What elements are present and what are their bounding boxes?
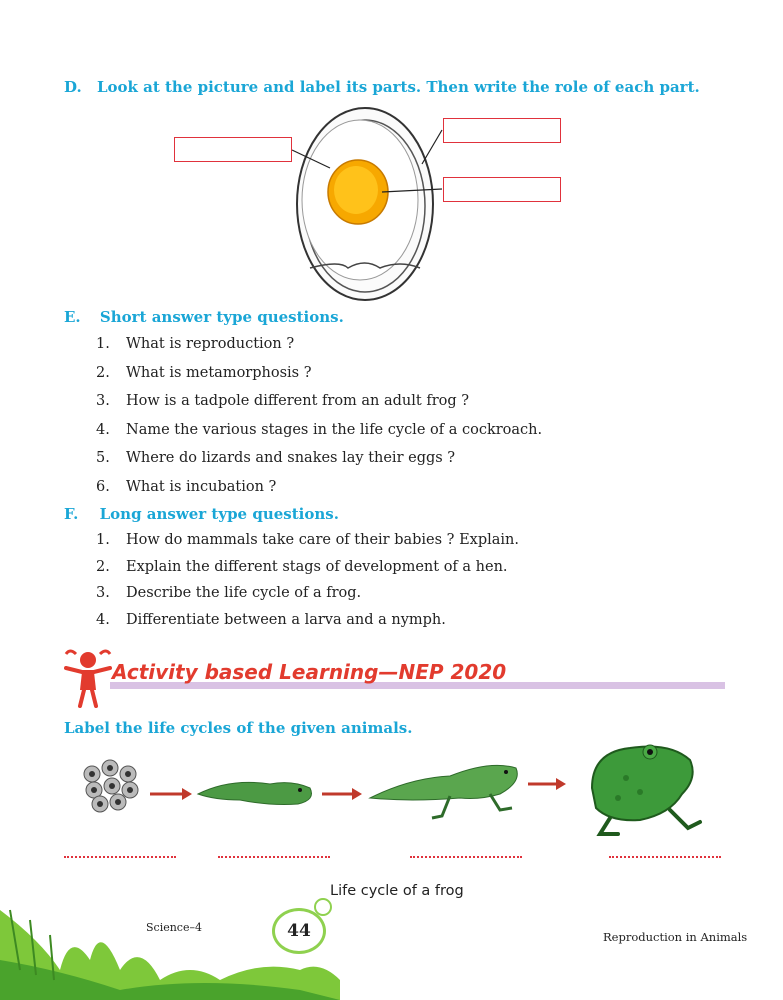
item-text: How is a tadpole different from an adult frog ? — [126, 393, 470, 409]
page-number-badge: 44 — [272, 908, 326, 954]
footer-chapter: Reproduction in Animals — [603, 930, 748, 944]
item-text: Explain the different stags of development of a hen. — [126, 558, 508, 575]
froglet — [370, 765, 517, 818]
item-text: What is reproduction ? — [126, 336, 295, 352]
adult-frog — [592, 745, 700, 834]
list-item — [96, 585, 519, 612]
kid-icon — [62, 646, 114, 708]
long-answer-list — [96, 532, 519, 638]
section-e-letter: E. — [64, 308, 81, 326]
item-number: 1. — [96, 532, 110, 548]
list-item — [96, 450, 542, 479]
label-box-yolk[interactable] — [443, 177, 561, 202]
list-item — [96, 559, 519, 586]
item-text: What is incubation ? — [126, 478, 277, 495]
answer-line-froglet[interactable] — [410, 855, 522, 858]
item-number: 3. — [96, 393, 110, 409]
section-e-title: Short answer type questions. — [99, 308, 344, 326]
item-number: 4. — [96, 421, 110, 438]
item-text: Name the various stages in the life cycle of a cockroach. — [126, 421, 543, 438]
section-f-heading — [64, 505, 339, 523]
item-text: How do mammals take care of their babies ? Explain. — [126, 532, 519, 548]
list-item — [96, 479, 542, 508]
tadpole — [198, 782, 312, 804]
list-item — [96, 365, 542, 394]
section-d-heading — [64, 78, 700, 96]
item-number: 2. — [96, 558, 110, 575]
list-item — [96, 422, 542, 451]
list-item — [96, 532, 519, 559]
item-text: Where do lizards and snakes lay their eggs ? — [126, 450, 456, 466]
frog-eggs — [84, 760, 138, 812]
footer-book: Science–4 — [146, 921, 202, 934]
item-number: 1. — [96, 336, 110, 352]
item-text: Describe the life cycle of a frog. — [126, 585, 362, 601]
section-f-title: Long answer type questions. — [99, 505, 339, 523]
item-text: What is metamorphosis ? — [126, 364, 312, 381]
list-item — [96, 336, 542, 365]
item-number: 6. — [96, 478, 110, 495]
list-item — [96, 393, 542, 422]
page-badge-dot — [314, 898, 332, 916]
figure-caption: Life cycle of a frog — [330, 883, 464, 899]
egg-illustration — [297, 108, 433, 300]
item-number: 2. — [96, 364, 110, 381]
short-answer-list — [96, 336, 542, 507]
label-box-albumen[interactable] — [174, 137, 292, 162]
item-number: 3. — [96, 585, 110, 601]
item-number: 5. — [96, 450, 110, 466]
arrow-3 — [528, 778, 566, 790]
section-e-heading — [64, 308, 344, 326]
section-d-letter: D. — [64, 78, 82, 96]
label-box-shell[interactable] — [443, 118, 561, 143]
answer-line-adult-frog[interactable] — [609, 855, 721, 858]
list-item — [96, 612, 519, 639]
activity-instruction: Label the life cycles of the given animals. — [64, 719, 413, 737]
item-number: 4. — [96, 611, 110, 628]
section-d-text: Look at the picture and label its parts. Then write the role of each part. — [96, 78, 700, 96]
arrow-2 — [322, 788, 362, 800]
section-f-letter: F. — [64, 505, 79, 523]
activity-banner-title: Activity based Learning—NEP 2020 — [112, 660, 507, 684]
arrow-1 — [150, 788, 192, 800]
item-text: Differentiate between a larva and a nymph. — [126, 611, 446, 628]
frog-life-cycle-diagram — [70, 738, 730, 848]
